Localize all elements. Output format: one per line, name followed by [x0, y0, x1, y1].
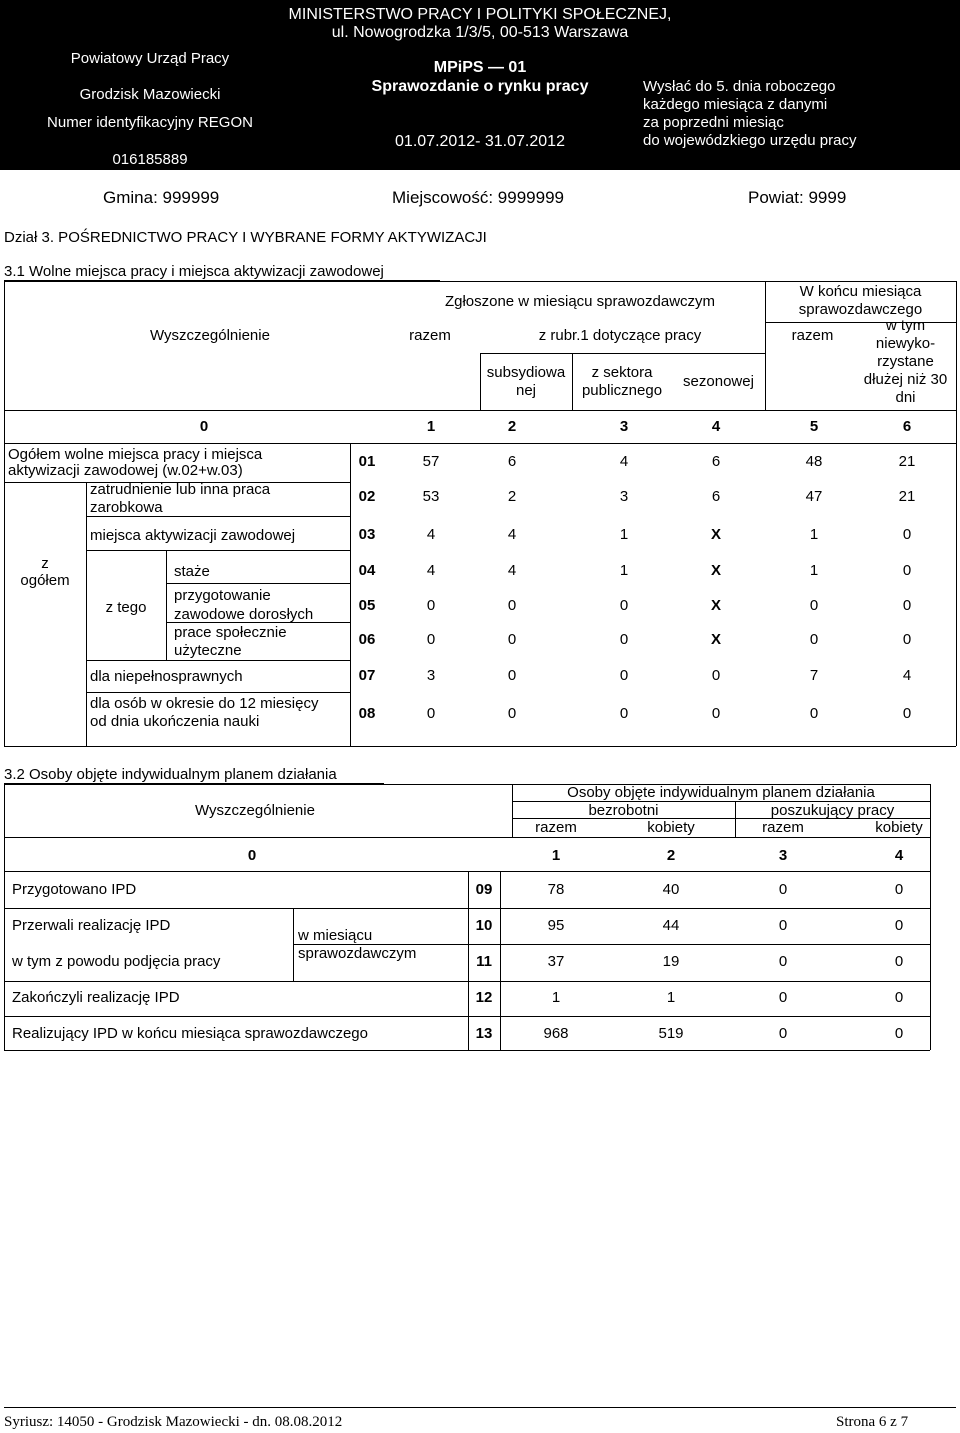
page-number: Strona 6 z 7	[836, 1414, 909, 1430]
row-label: Zakończyli realizację IPD	[12, 989, 180, 1006]
table-cell: 44	[662, 917, 680, 934]
column-number: 6	[902, 418, 912, 435]
table-cell: 0	[894, 1025, 904, 1042]
row-code: 02	[358, 488, 376, 505]
report-header	[0, 0, 960, 170]
table-cell: 0	[902, 631, 912, 648]
table-cell: 1	[619, 526, 629, 543]
row-label-cont: zarobkowa	[90, 499, 163, 516]
table-31-title: 3.1 Wolne miejsca pracy i miejsca aktywizacji zawodowej	[4, 263, 384, 280]
header-unused-1: w tym	[885, 317, 926, 334]
header-specification: Wyszczególnienie	[150, 327, 270, 344]
table-cell: 37	[547, 953, 565, 970]
header-reported: Zgłoszone w miesiącu sprawozdawczym	[444, 293, 716, 310]
table-cell: 3	[426, 667, 436, 684]
row-code: 11	[476, 953, 492, 970]
office-name: Powiatowy Urząd Pracy	[70, 50, 230, 67]
table-cell: 0	[809, 597, 819, 614]
table-cell: 19	[662, 953, 680, 970]
table-cell: 0	[507, 597, 517, 614]
table-cell: X	[710, 597, 721, 614]
table-cell: 0	[426, 631, 436, 648]
table-cell: 1	[666, 989, 676, 1006]
row-rule	[4, 1016, 930, 1017]
table-cell: 0	[507, 667, 517, 684]
row-code: 09	[475, 881, 493, 898]
header-sub: kobiety	[647, 819, 695, 836]
header-bottom-rule	[4, 410, 956, 411]
table-cell: 0	[894, 953, 904, 970]
row-label: dla osób w okresie do 12 miesięcy	[90, 695, 319, 712]
header-ipd-persons: Osoby objęte indywidualnym planem działania	[567, 784, 875, 801]
footer-rule	[4, 1407, 956, 1408]
regon-value: 016185889	[112, 151, 188, 168]
colnum-rule	[4, 443, 956, 444]
row-label: w tym z powodu podjęcia pracy	[12, 953, 221, 970]
send-instruction-3: za poprzedni miesiąc	[643, 114, 784, 131]
row-rule	[86, 660, 350, 661]
form-title: Sprawozdanie o rynku pracy	[371, 78, 589, 95]
send-instruction-2: każdego miesiąca z danymi	[643, 96, 828, 113]
table-cell: 78	[547, 881, 565, 898]
table-cell: 0	[711, 667, 721, 684]
code-column-divider	[500, 871, 501, 1050]
table-cell: 0	[426, 597, 436, 614]
header-subsidized-1: subsydiowa	[486, 364, 566, 381]
table-cell: 4	[902, 667, 912, 684]
table-cell: 0	[778, 917, 788, 934]
row-label: Przygotowano IPD	[12, 881, 137, 898]
row-label-cont: od dnia ukończenia nauki	[90, 713, 260, 730]
section-title: Dział 3. POŚREDNICTWO PRACY I WYBRANE FORMY AKTYWIZACJI	[4, 229, 487, 246]
row-code: 01	[358, 453, 376, 470]
row-code: 10	[475, 917, 493, 934]
in-month-label-2: sprawozdawczym	[298, 945, 417, 962]
row-label: Realizujący IPD w końcu miesiąca sprawozdawczego	[12, 1025, 368, 1042]
row-label: dla niepełnosprawnych	[90, 668, 243, 685]
powiat-field: Powiat: 9999	[748, 188, 847, 207]
table-cell: 0	[778, 1025, 788, 1042]
side-label-ztego: z tego	[105, 599, 147, 616]
table-cell: 0	[809, 631, 819, 648]
table-31-border-right	[956, 281, 957, 746]
column-number: 0	[199, 418, 209, 435]
column-number: 1	[426, 418, 436, 435]
column-number: 2	[666, 847, 676, 864]
report-period: 01.07.2012- 31.07.2012	[395, 133, 565, 150]
header-public-2: publicznego	[581, 382, 663, 399]
header-public-1: z sektora	[591, 364, 653, 381]
table-cell: 95	[547, 917, 565, 934]
side-label-z: z	[41, 555, 49, 572]
column-number: 3	[778, 847, 788, 864]
table-cell: 0	[894, 989, 904, 1006]
header-unused-5: dni	[895, 389, 916, 406]
row-label: prace społecznie	[174, 624, 287, 641]
column-number: 1	[551, 847, 561, 864]
header-end-month-1: W końcu miesiąca	[799, 283, 922, 300]
row-rule	[86, 550, 350, 551]
row-code: 04	[358, 562, 376, 579]
table-cell: 0	[809, 705, 819, 722]
row-code: 08	[358, 705, 376, 722]
table-cell: 1	[809, 526, 819, 543]
header-from-col1: z rubr.1 dotyczące pracy	[538, 327, 702, 344]
table-cell: 53	[422, 488, 440, 505]
table-cell: 21	[898, 453, 916, 470]
table-cell: 6	[711, 488, 721, 505]
row-code: 13	[475, 1025, 493, 1042]
table-cell: 4	[426, 562, 436, 579]
table-31-border-bottom	[4, 746, 956, 747]
row-code: 07	[358, 667, 376, 684]
column-number: 4	[894, 847, 904, 864]
table-cell: 40	[662, 881, 680, 898]
table-cell: 1	[551, 989, 561, 1006]
table-cell: 57	[422, 453, 440, 470]
miejscowosc-field: Miejscowość: 9999999	[392, 188, 564, 207]
header-unemployed: bezrobotni	[588, 802, 659, 819]
table-cell: 0	[894, 917, 904, 934]
header-bottom-rule	[4, 837, 930, 838]
header-rule	[480, 353, 765, 354]
column-number: 3	[619, 418, 629, 435]
header-total: razem	[409, 327, 451, 344]
header-sub: kobiety	[875, 819, 923, 836]
gmina-field: Gmina: 999999	[103, 188, 220, 207]
table-cell: 21	[898, 488, 916, 505]
table-cell: 7	[809, 667, 819, 684]
row-rule	[4, 981, 930, 982]
table-cell: 968	[543, 1025, 569, 1042]
table-cell: X	[710, 562, 721, 579]
row-label: zatrudnienie lub inna praca	[90, 481, 271, 498]
table-cell: 0	[778, 881, 788, 898]
table-cell: 0	[619, 667, 629, 684]
header-sub: razem	[535, 819, 577, 836]
colnum-rule	[4, 871, 930, 872]
row-code: 05	[358, 597, 376, 614]
header-sub: razem	[762, 819, 804, 836]
table-cell: 4	[619, 453, 629, 470]
table-32-title: 3.2 Osoby objęte indywidualnym planem działania	[4, 766, 337, 783]
table-cell: 48	[805, 453, 823, 470]
header-seasonal: sezonowej	[683, 373, 754, 390]
table-cell: 519	[658, 1025, 684, 1042]
side-label-ogolem: ogółem	[20, 572, 70, 589]
header-unused-3: rzystane	[877, 353, 934, 370]
table-31-border-top	[4, 281, 956, 282]
table-cell: 4	[426, 526, 436, 543]
table-cell: 47	[805, 488, 823, 505]
table-cell: 0	[711, 705, 721, 722]
send-instruction-1: Wysłać do 5. dnia roboczego	[643, 78, 836, 95]
subgroup-divider	[166, 550, 167, 660]
column-number: 0	[247, 847, 257, 864]
header-job-seekers: poszukujący pracy	[770, 802, 895, 819]
header-end-month-2: sprawozdawczego	[798, 301, 923, 318]
table-cell: 0	[902, 597, 912, 614]
header-end-total: razem	[791, 327, 834, 344]
column-number: 2	[507, 418, 517, 435]
table-cell: 0	[902, 526, 912, 543]
row-label: staże	[174, 563, 210, 580]
table-cell: 0	[902, 562, 912, 579]
table-cell: 2	[507, 488, 517, 505]
table-cell: 0	[894, 881, 904, 898]
table-cell: 0	[619, 705, 629, 722]
table-cell: 1	[809, 562, 819, 579]
row-label: miejsca aktywizacji zawodowej	[90, 527, 296, 544]
table-cell: X	[710, 526, 721, 543]
table-cell: 4	[507, 526, 517, 543]
table-cell: 0	[778, 989, 788, 1006]
ministry-address: ul. Nowogrodzka 1/3/5, 00-513 Warszawa	[331, 24, 629, 41]
table-cell: 6	[507, 453, 517, 470]
row-rule	[166, 583, 350, 584]
row-code: 03	[358, 526, 376, 543]
table-cell: 0	[619, 631, 629, 648]
row-rule	[86, 692, 350, 693]
row-code: 06	[358, 631, 376, 648]
table-cell: 0	[507, 631, 517, 648]
row-label-cont: zawodowe dorosłych	[174, 606, 314, 623]
row-label: przygotowanie	[174, 587, 271, 604]
header-unused-4: dłużej niż 30	[863, 371, 948, 388]
column-number: 4	[711, 418, 721, 435]
column-number: 5	[809, 418, 819, 435]
office-city: Grodzisk Mazowiecki	[79, 86, 221, 103]
header-specification: Wyszczególnienie	[195, 802, 315, 819]
table-32-border-left	[4, 784, 5, 1050]
table-cell: 0	[426, 705, 436, 722]
table-cell: X	[710, 631, 721, 648]
table-cell: 0	[902, 705, 912, 722]
table-cell: 4	[507, 562, 517, 579]
form-code: MPiPS — 01	[433, 59, 527, 76]
row-code: 12	[475, 989, 493, 1006]
table-cell: 0	[778, 953, 788, 970]
table-cell: 0	[619, 597, 629, 614]
table-cell: 1	[619, 562, 629, 579]
send-instruction-4: do wojewódzkiego urzędu pracy	[643, 132, 857, 149]
row-rule	[293, 944, 930, 945]
ministry-name: MINISTERSTWO PRACY I POLITYKI SPOŁECZNEJ,	[288, 6, 672, 23]
regon-label: Numer identyfikacyjny REGON	[47, 114, 253, 131]
table-32-border-bottom	[4, 1050, 930, 1051]
table-cell: 6	[711, 453, 721, 470]
table-cell: 0	[507, 705, 517, 722]
footer-source: Syriusz: 14050 - Grodzisk Mazowiecki - dn. 08.08.2012	[4, 1414, 343, 1430]
header-unused-2: niewyko-	[875, 335, 936, 352]
in-month-label-1: w miesiącu	[298, 927, 373, 944]
table-31-border-left	[4, 281, 5, 746]
row-label-cont: aktywizacji zawodowej (w.02+w.03)	[8, 462, 243, 479]
row-label-cont: użyteczne	[174, 642, 242, 659]
row-rule	[4, 908, 930, 909]
row-label: Ogółem wolne miejsca pracy i miejsca	[8, 446, 263, 463]
row-label: Przerwali realizację IPD	[12, 917, 171, 934]
header-subsidized-2: nej	[515, 382, 537, 399]
table-cell: 3	[619, 488, 629, 505]
